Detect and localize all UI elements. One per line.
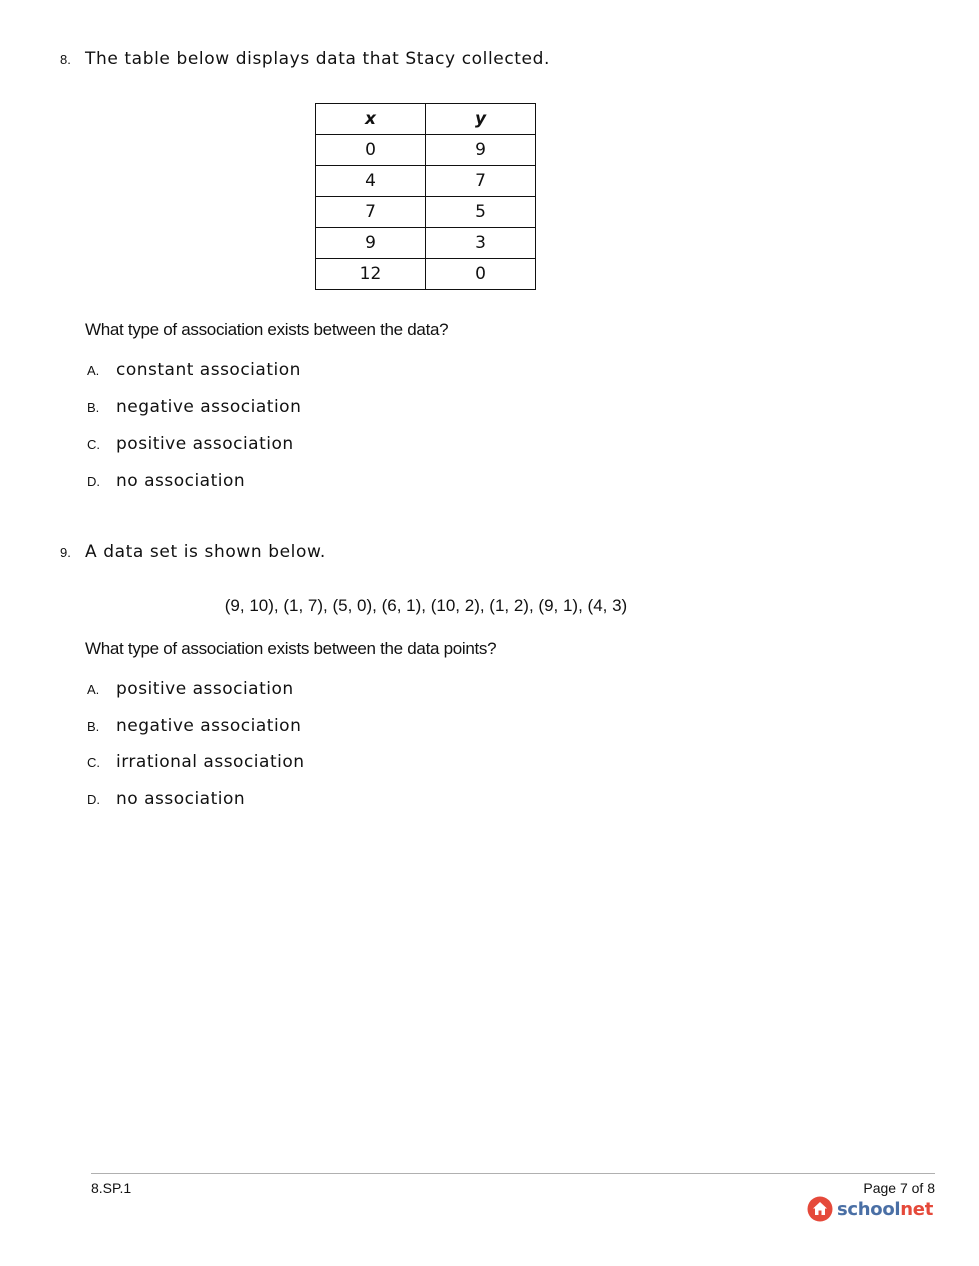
table-row [316, 228, 536, 259]
table-row [316, 166, 536, 197]
option-d[interactable]: no association [116, 789, 246, 809]
data-table [315, 103, 536, 290]
table-cell: 9 [426, 135, 536, 166]
option-letter-c: C. [87, 755, 100, 770]
option-b[interactable]: negative association [116, 716, 302, 736]
option-b[interactable]: negative association [116, 397, 302, 417]
question-prompt: What type of association exists between the data points? [85, 639, 497, 658]
table-cell: 5 [426, 197, 536, 228]
option-letter-d: D. [87, 792, 100, 807]
data-set-points: (9, 10), (1, 7), (5, 0), (6, 1), (10, 2), (1, 2), (9, 1), (4, 3) [224, 596, 628, 615]
logo-text-net: net [900, 1198, 933, 1220]
house-icon [807, 1196, 833, 1222]
table-row [316, 259, 536, 290]
table-cell: 4 [316, 166, 426, 197]
table-cell: 0 [316, 135, 426, 166]
question-number: 9. [60, 545, 71, 560]
option-letter-b: B. [87, 400, 100, 415]
option-d[interactable]: no association [116, 471, 246, 491]
question-prompt: What type of association exists between the data? [85, 320, 449, 339]
page-number: Page 7 of 8 [863, 1180, 935, 1196]
table-header-x: x [316, 104, 426, 135]
standard-code: 8.SP.1 [91, 1180, 132, 1196]
table-header-y: y [426, 104, 536, 135]
logo-wordmark [837, 1199, 933, 1220]
table-header-row [316, 104, 536, 135]
logo-text-school: school [836, 1198, 901, 1220]
question-text: The table below displays data that Stacy collected. [85, 49, 551, 69]
option-letter-b: B. [87, 719, 100, 734]
table-cell: 12 [316, 259, 426, 290]
table-cell: 7 [426, 166, 536, 197]
footer-divider [91, 1173, 935, 1174]
option-c[interactable]: irrational association [116, 752, 305, 772]
option-a[interactable]: constant association [116, 360, 301, 380]
table-row [316, 135, 536, 166]
question-text: A data set is shown below. [85, 542, 326, 562]
question-number: 8. [60, 52, 71, 67]
table-row [316, 197, 536, 228]
schoolnet-logo [807, 1196, 933, 1222]
option-letter-c: C. [87, 437, 100, 452]
option-letter-a: A. [87, 682, 100, 697]
table-cell: 9 [316, 228, 426, 259]
table-cell: 7 [316, 197, 426, 228]
option-letter-a: A. [87, 363, 100, 378]
option-a[interactable]: positive association [116, 679, 294, 699]
table-cell: 3 [426, 228, 536, 259]
option-c[interactable]: positive association [116, 434, 294, 454]
option-letter-d: D. [87, 474, 100, 489]
table-cell: 0 [426, 259, 536, 290]
